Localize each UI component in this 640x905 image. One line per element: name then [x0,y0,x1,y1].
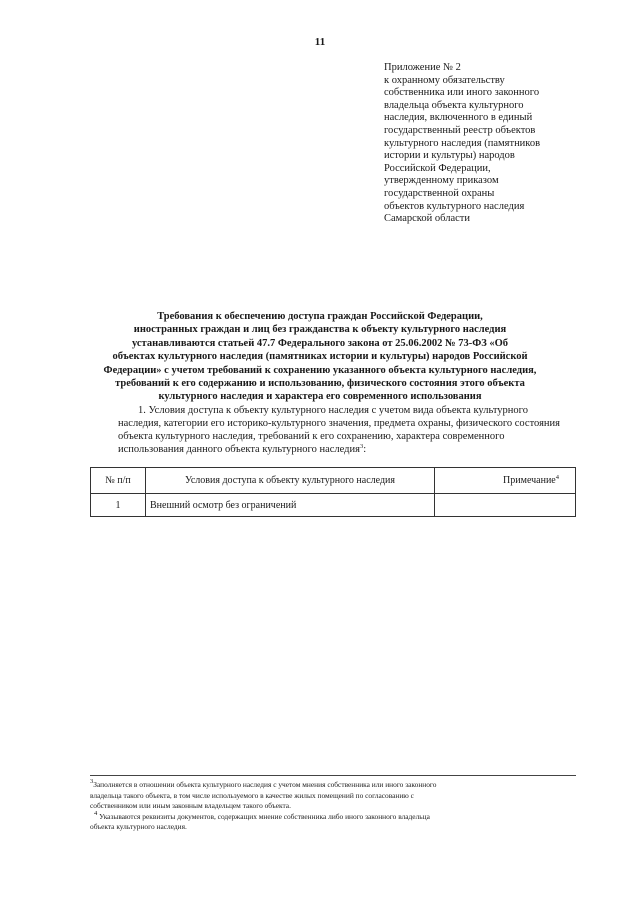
footnote-3-text: Заполняется в отношении объекта культурного наследия с учетом мнения собственника или иного законного [93,780,437,789]
table-row [91,494,576,517]
appendix-line: Приложение № 2 [384,62,461,73]
appendix-reference [384,62,614,226]
footnote-4-line: объекта культурного наследия. [90,822,187,831]
row-note [435,494,576,517]
header-conditions: Условия доступа к объекту культурного наследия [146,468,435,494]
paragraph-line [118,443,600,456]
appendix-line: утвержденному приказом [384,175,499,187]
header-note [435,468,576,494]
appendix-line: собственника или иного законного [384,87,540,99]
heading-line: иностранных граждан и лиц без гражданства к объекту культурного наследия [133,324,507,336]
row-number: 1 [91,494,146,517]
appendix-line: государственной охраны [384,187,495,199]
heading-line: требований к его содержанию и использованию, физического состояния этого объекта [115,378,525,390]
appendix-line: наследия, включенного в единый [384,112,533,124]
footnote-separator [90,775,576,776]
footnote-ref-4: 4 [555,474,559,481]
heading-line: устанавливаются статьей 47.7 Федерального закона от 25.06.2002 № 73-ФЗ «Об [131,337,509,349]
footnote-4-text: Указываются реквизиты документов, содержащих мнение собственника либо иного законного владельца [99,811,430,821]
header-note-label: Примечание [503,475,556,486]
appendix-line: государственный реестр объектов [384,124,536,136]
footnote-4-mark: 4 [94,809,98,817]
header-number: № п/п [91,468,146,494]
paragraph-last-text: использования данного объекта культурного наследия [118,444,360,455]
footnote-3-line [90,780,576,791]
footnote-4-line [90,809,576,823]
appendix-line: истории и культуры) народов [384,150,515,162]
heading-line: Требования к обеспечению доступа граждан Российской Федерации, [157,311,483,322]
access-conditions-table [90,467,576,517]
footnotes [90,780,576,833]
table-header-row [91,468,576,494]
appendix-line: объектов культурного наследия [384,200,525,212]
paragraph-last-tail: : [363,444,367,455]
footnote-3-line: владельца такого объекта, в том числе используемого в качестве жилых помещений по согласованию с [90,790,414,800]
footnote-ref-3: 3 [359,443,364,450]
appendix-line: владельца объекта культурного [384,99,524,111]
paragraph-line: 1. Условия доступа к объекту культурного наследия с учетом вида объекта культурного [138,405,528,416]
footnote-3-mark: 3 [90,778,94,785]
appendix-line: культурного наследия (памятников [384,137,541,149]
paragraph-line: объекта культурного наследия, требований к его сохранению, характера современного [118,431,505,442]
appendix-line: к охранному обязательству [384,74,505,86]
footnote-3-line: собственником или иным законным владельцем такого объекта. [90,801,291,810]
paragraph-line: наследия, категории его историко-культурного значения, предмета охраны, физического состояния [118,418,560,429]
page-number: 11 [314,36,326,48]
requirements-heading [100,310,540,404]
appendix-line: Самарской области [384,213,470,225]
access-conditions-paragraph [118,404,600,456]
appendix-line: Российской Федерации, [384,162,491,174]
heading-line: культурного наследия и характера его современного использования [158,391,482,403]
heading-line: Федерации» с учетом требований к сохранению указанного объекта культурного наследия, [103,364,537,376]
heading-line: объектах культурного наследия (памятниках истории и культуры) народов Российской [112,351,528,363]
row-conditions: Внешний осмотр без ограничений [146,494,435,517]
